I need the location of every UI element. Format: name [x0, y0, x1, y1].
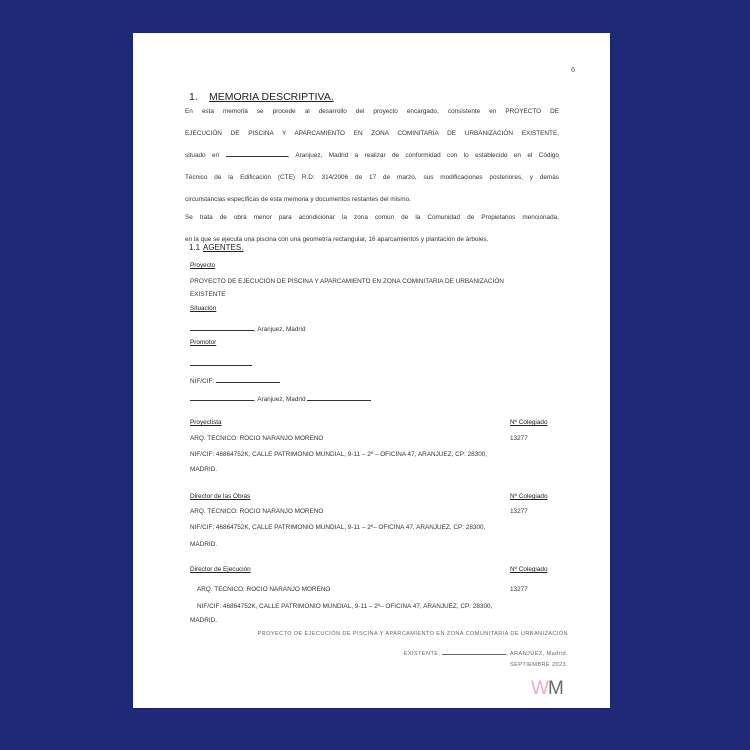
footer-line: PROYECTO DE EJECUCIÓN DE PISCINA Y APARCAMIENTO EN ZONA COMUNITARIA DE URBANIZACIÓN: [257, 631, 568, 637]
proyectista-name: ARQ. TECNICO: ROCIO NARANJO MORENO: [190, 435, 324, 442]
intro-line: Técnico de la Edificación (CTE) R.D: 314/2006 de 17 de marzo, sus modificaciones posteriores, y demás: [185, 174, 559, 181]
director-obras-address: NIF/CIF: 46864752K, CALLE PATRIMONIO MUNDIAL, 9-11 – 2º– OFICINA 47, ARANJUEZ, CP: 28300,: [190, 524, 486, 531]
footer-text: , ARANJUEZ, Madrid.: [506, 651, 568, 657]
subsection-heading: [189, 243, 243, 253]
blank-field: [190, 359, 252, 366]
blank-field: [442, 648, 506, 655]
proyectista-address: MADRID.: [190, 466, 217, 473]
director-obras-name: ARQ. TECNICO: ROCIO NARANJO MORENO: [190, 508, 324, 515]
nif-label: NIF/CIF:: [190, 378, 215, 385]
section-number: 1.: [189, 91, 198, 103]
situacion-label: Situación: [190, 305, 217, 312]
intro-line: circunstancias específicas de esta memoria y documentos restantes del mismo.: [185, 196, 411, 203]
intro-paragraph: [185, 101, 559, 211]
logo-w: W: [531, 678, 548, 699]
proyecto-label: Proyecto: [190, 262, 216, 269]
intro-text: situado en: [185, 152, 220, 159]
colegiado-label: Nº Colegiado: [510, 566, 548, 573]
proyecto-text: PROYECTO DE EJECUCIÓN DE PISCINA Y APARCAMIENTO EN ZONA COMINITARIA DE URBANIZACIÓN: [190, 278, 504, 285]
blank-field: [226, 150, 288, 157]
colegiado-label: Nº Colegiado: [510, 419, 548, 426]
director-ejecucion-colegiado: 13277: [510, 586, 528, 593]
proyectista-address: NIF/CIF: 46864752K, CALLE PATRIMONIO MUNDIAL, 9-11 – 2º – OFICINA 47, ARANJUEZ, CP: 28300,: [190, 451, 488, 458]
obra-line: en la que se ejecuta una piscina con una geometría rectangular, 16 aparcamientos y plantación de árboles.: [185, 236, 489, 243]
page-number: 6: [571, 65, 576, 74]
footer-date: SEPTIEMBRE 2023.: [509, 662, 568, 668]
proyectista-label: Proyectista: [190, 419, 222, 426]
blank-field: [307, 394, 371, 401]
promotor-name-blank: [190, 359, 252, 369]
obra-line: Se trata de obra menor para acondicionar la zona común de la Comunidad de Propietarios mencionada,: [185, 214, 559, 221]
promotor-label: Promotor: [190, 339, 217, 346]
proyecto-text: EXISTENTE: [190, 291, 226, 298]
footer-text: EXISTENTE,: [403, 651, 441, 657]
document-page: [133, 33, 610, 708]
blank-field: [190, 394, 254, 401]
situacion-text: , Aranjuez, Madrid: [254, 326, 306, 333]
blank-field: [190, 324, 254, 331]
logo-m: M: [547, 678, 563, 699]
intro-line: En esta memoria se procede al desarrollo del proyecto encargado, consistente en PROYECTO DE: [185, 108, 559, 115]
director-ejecucion-address: MADRID.: [190, 617, 217, 624]
footer-line: [404, 648, 568, 658]
director-obras-colegiado: 13277: [510, 508, 528, 515]
subsection-number: 1.1: [189, 243, 201, 252]
director-ejecucion-address: NIF/CIF: 46864752K, CALLE PATRIMONIO MUNDIAL, 9-11 – 2º– OFICINA 47, ARANJUEZ, CP: 28300,: [197, 603, 493, 610]
intro-text: , Aranjuez, Madrid a realizar de conformidad con lo establecido en el Código: [287, 152, 559, 159]
promotor-address-text: , Aranjuez, Madrid: [254, 396, 306, 403]
blank-field: [216, 376, 280, 383]
promotor-nif: [190, 376, 280, 386]
director-ejecucion-name: ARQ. TECNICO: ROCIO NARANJO MORENO: [197, 586, 331, 593]
intro-line: EJECUCIÓN DE PISCINA Y APARCAMIENTO EN ZONA COMINITARIA DE URBANIZACIÓN EXISTENTE,: [185, 130, 559, 137]
subsection-title: AGENTES.: [203, 243, 244, 252]
director-obras-label: Director de las Obras: [190, 493, 251, 500]
intro-line: [185, 145, 559, 167]
wm-logo: [531, 677, 563, 702]
proyectista-colegiado: 13277: [510, 435, 528, 442]
section-title: MEMORIA DESCRIPTIVA.: [209, 91, 334, 103]
director-ejecucion-label: Director de Ejecución: [190, 566, 251, 573]
colegiado-label: Nº Colegiado: [510, 493, 548, 500]
director-obras-address: MADRID.: [190, 541, 217, 548]
promotor-address: [190, 394, 371, 404]
situacion-value: [190, 324, 306, 334]
